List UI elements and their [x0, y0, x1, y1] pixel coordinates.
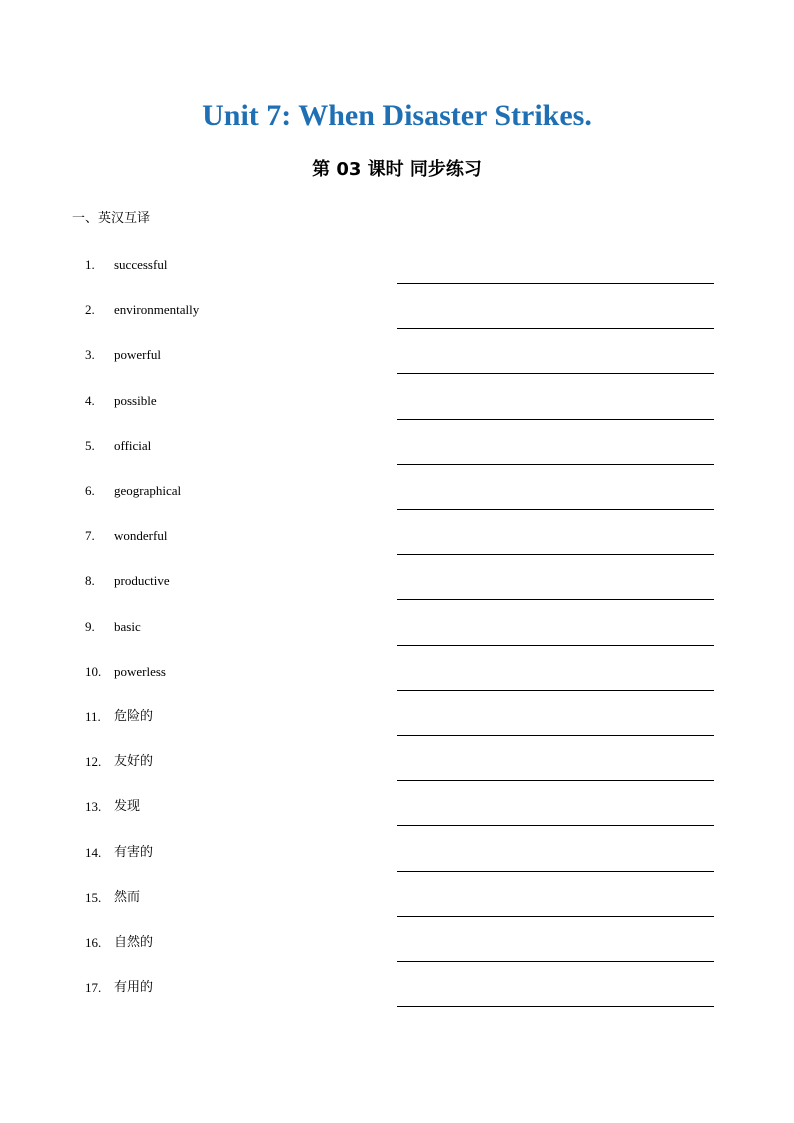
item-number: 4.	[85, 392, 95, 408]
item-word: 危险的	[114, 709, 154, 724]
exercise-item	[0, 481, 794, 526]
item-number: 1.	[85, 257, 95, 272]
item-number: 9.	[85, 618, 95, 634]
answer-blank-line[interactable]	[397, 916, 714, 917]
item-number: 13.	[85, 799, 102, 815]
item-word: powerless	[114, 663, 166, 679]
exercise-item	[0, 707, 794, 752]
item-word: 然而	[114, 889, 141, 905]
answer-blank-line[interactable]	[397, 419, 714, 420]
exercise-item	[0, 978, 794, 1023]
item-word: official	[114, 437, 152, 453]
item-word: geographical	[114, 483, 182, 498]
item-number: 7.	[85, 528, 95, 544]
answer-blank-line[interactable]	[397, 961, 714, 962]
item-number: 10.	[85, 663, 102, 679]
item-number: 17.	[85, 980, 102, 996]
exercise-item	[0, 752, 794, 797]
item-word: 友好的	[114, 754, 154, 770]
exercise-item	[0, 617, 794, 662]
exercise-item	[0, 300, 794, 345]
answer-blank-line[interactable]	[397, 780, 714, 781]
item-number: 11.	[85, 709, 101, 724]
answer-blank-line[interactable]	[397, 373, 714, 374]
exercise-item	[0, 843, 794, 888]
answer-blank-line[interactable]	[397, 328, 714, 329]
answer-blank-line[interactable]	[397, 509, 714, 510]
answer-blank-line[interactable]	[397, 825, 714, 826]
item-word: 有害的	[114, 844, 154, 860]
item-word: 有用的	[114, 980, 154, 996]
item-word: productive	[114, 573, 170, 589]
item-number: 3.	[85, 347, 95, 363]
lesson-subtitle: 第 03 课时 同步练习	[312, 159, 482, 180]
item-word: 发现	[114, 799, 141, 815]
item-word: wonderful	[114, 528, 168, 544]
exercise-item	[0, 571, 794, 616]
page-title: Unit 7: When Disaster Strikes.	[202, 99, 592, 132]
answer-blank-line[interactable]	[397, 690, 714, 691]
section-heading: 一、英汉互译	[72, 211, 151, 226]
item-number: 16.	[85, 935, 102, 950]
item-word: 自然的	[114, 935, 154, 950]
item-word: powerful	[114, 347, 161, 363]
exercise-item	[0, 436, 794, 481]
answer-blank-line[interactable]	[397, 871, 714, 872]
exercise-item	[0, 662, 794, 707]
item-word: basic	[114, 618, 141, 634]
item-number: 2.	[85, 302, 95, 318]
item-word: environmentally	[114, 302, 200, 318]
exercise-item	[0, 797, 794, 842]
answer-blank-line[interactable]	[397, 645, 714, 646]
exercise-item	[0, 888, 794, 933]
answer-blank-line[interactable]	[397, 283, 714, 284]
answer-blank-line[interactable]	[397, 464, 714, 465]
item-word: successful	[114, 257, 168, 272]
item-number: 8.	[85, 573, 95, 589]
item-number: 12.	[85, 754, 102, 770]
item-number: 14.	[85, 844, 102, 860]
exercise-item	[0, 345, 794, 390]
exercise-item	[0, 933, 794, 978]
item-number: 5.	[85, 437, 95, 453]
answer-blank-line[interactable]	[397, 735, 714, 736]
item-number: 6.	[85, 483, 95, 498]
exercise-item	[0, 255, 794, 300]
answer-blank-line[interactable]	[397, 1006, 714, 1007]
answer-blank-line[interactable]	[397, 554, 714, 555]
exercise-item	[0, 526, 794, 571]
item-word: possible	[114, 392, 157, 408]
exercise-item	[0, 391, 794, 436]
answer-blank-line[interactable]	[397, 599, 714, 600]
item-number: 15.	[85, 889, 102, 905]
